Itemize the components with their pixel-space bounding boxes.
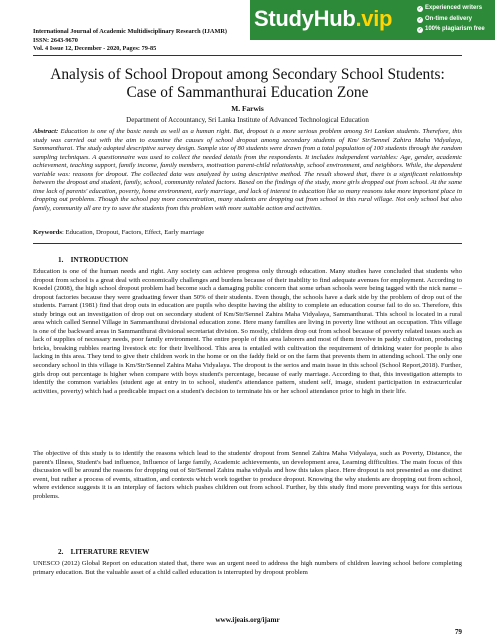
keywords	[33, 229, 462, 236]
check-icon: ✓	[417, 27, 423, 33]
journal-name: International Journal of Academic Multidisciplinary Research (IJAMR)	[33, 28, 228, 35]
page-number: 79	[454, 628, 462, 636]
journal-header	[33, 28, 273, 54]
introduction-paragraph-2: The objective of this study is to identify the reasons which lead to the students' dropout from Sennel Zahira Maha Vidyalaya, such as Poverty, Distance, the parent's Illness, Student's bad influence, Influence of large family, Academic achievements, un development area, Learning difficulties. The main focus of this discussion will be around the reasons for dropping out of Str/Sennel Zahira maha vidyala and how this takes place. Here dropout is not presented as one distinct event, but rather a process of events, situation, and contexts which work together to produce dropout. Knowing the why students are dropping out from school, where evidence suggests it is an interplay of factors which pushes children out from school. Further, by this study find more preventing ways for this serious problems.	[33, 450, 462, 500]
header-rule	[33, 55, 462, 56]
paper-affiliation: Department of Accountancy, Sri Lanka Institute of Advanced Technological Education	[126, 116, 369, 124]
feature-item: ✓ On-time delivery	[417, 15, 473, 23]
feature-item: ✓ Experienced writers	[417, 5, 483, 12]
feature-item: ✓ 100% plagiarism free	[417, 26, 485, 33]
abstract-rule	[33, 243, 462, 244]
footer-url[interactable]: www.ijeais.org/ijamr	[215, 616, 280, 624]
section-heading-literature-review: 2. LITERATURE REVIEW	[58, 548, 150, 556]
keywords-text: : Education, Dropout, Factors, Effect, Early marriage	[61, 229, 205, 236]
paper-author: M. Farwis	[231, 104, 264, 113]
introduction-paragraph-1: Education is one of the human needs and right. Any society can achieve progress only through education. Many studies have concluded that students who dropout from school is a great deal with economically challenges and burdens because of their inability to find adequate avenues for employment. According to Koedel (2008), the high school dropout problem had become such a damaging public concern that some urban schools were being tagged with the nick name –dropout factories because they were graduating fewer than 50% of their students. Even though, the schools have a dark side by the problem of drop out of the students. Farrant (1981) find that drop outs in education are pupils who despite having the ability to complete an education course fail to do so. Therefore, this study brings out an investigation of drop out on secondary student of Km/Str/Sennel Zahira Maha Vidyalaya, Sammanthurai. This school is located in a rural area which called Sennel Village in Sammanthurai divisional education zone. Here many families are living in poverty line without an occupation. This village is one of the backward areas in Sammanthurai divisional secretariat division. So mostly, children drop out from school because of poverty related issues such as lack of supplies of necessary needs, poor family environment. The entire people of this area laborers and most of them involve in paddy cultivation, producing bricks, breaking rubbles rearing livestock etc for their livelihood. This area is entailed with cultivation the requirement of drinking water for people is also lacking in this area. They tend to give their children work in the home or on the faddy field or on the farm that prevents them in attending school. The only one secondary school in this village is Km/Str/Sennel Zahira Maha Vidyalaya. The dropout is the serios and main issue in this school (School Report,2018). Further, girls drop out percentage is higher when compare with boys student's percentage, because of early marriage. According to that, this investigation attempts to identify the common variables (student age at entry in to school, student's attendance pattern, student self, image, student participation in extracurricular activities, poverty) which had a predicable impact on a student's decision to terminate his or her school attendance prior to high in their life.	[33, 268, 462, 395]
studyhub-banner[interactable]	[250, 0, 495, 40]
literature-review-paragraph-1: UNESCO (2012) Global Report on education stated that, there was an urgent need to address the high numbers of children leaving school before completing primary education. But the valuable asset of a child called education is interrupted by dropout problem	[33, 560, 462, 576]
abstract-label: Abstract:	[33, 128, 59, 135]
abstract-text: Education is one of the basic needs as well as a human right. But, dropout is a more serious problem among Sri Lankan students. Therefore, this study was carried out with the aim to examine the causes of school dropout among secondary students of Km/ Str/Sennel Zahira Maha Vidyalaya, Sammanthurai. The study adopted descriptive survey design. Sample size of 80 students were drawn from a total population of 100 students through the random sampling techniques. A questionnaire was used to collect the needed details from the respondents. It includes independent variables: Age, gender, academic achievement, teaching support, family income, family members, motivation parent-child relationship, school environment, and neighbors. While, the dependent variable was: reasons for dropout. The collected data was analyzed by using descriptive method. The result showed that, there is a significant relationship between the dropout and student, family, school, community related factors. Based on the findings of the study, more girls dropped out from school. At the same time lack of parents' education, poverty, home environment, early marriage, and lack of interest in education like so many reasons take more important place in dropping out problems. Though the school pay more concentration, many students are dropping out from school in this rural village. Not only school but also family, community all are try to save the students from this problem with more suitable action and activities.	[33, 128, 462, 212]
check-icon: ✓	[417, 16, 423, 23]
studyhub-logo[interactable]: StudyHub.vip	[254, 6, 393, 31]
journal-volume: Vol. 4 Issue 12, December - 2020, Pages: 79-85	[33, 45, 157, 53]
check-icon: ✓	[417, 6, 423, 12]
banner-features	[417, 3, 495, 35]
keywords-label: Keywords	[33, 229, 62, 236]
paper-title: Analysis of School Dropout among Secondary School Students: Case of Sammanthurai Education Zone	[50, 66, 445, 101]
section-heading-introduction: 1. INTRODUCTION	[58, 256, 129, 264]
abstract	[33, 128, 462, 213]
journal-issn: ISSN: 2643-9670	[33, 36, 78, 44]
